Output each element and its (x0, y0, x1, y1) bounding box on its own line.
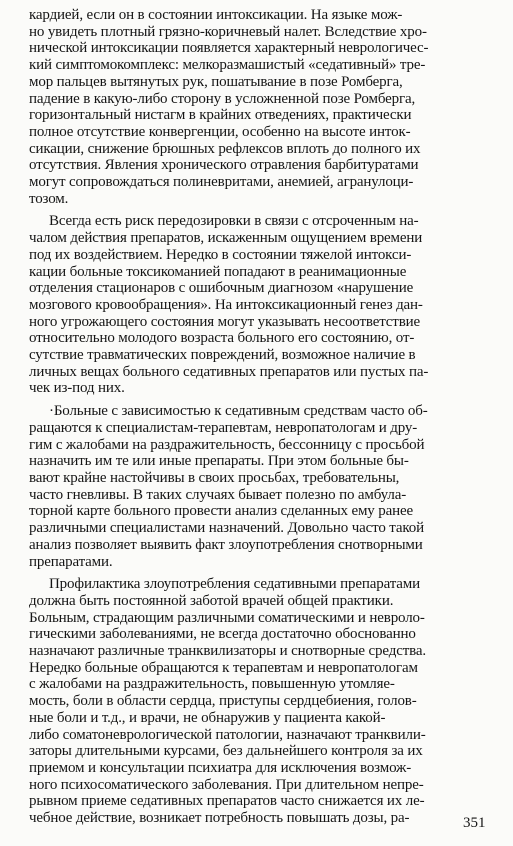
text-line: торной карте больного провести анализ сделанных ему ранее (29, 503, 413, 520)
text-line: кации больные токсикоманией попадают в реанимационные (29, 263, 407, 280)
text-line: личных вещах больного седативных препаратов или пустых па- (29, 363, 429, 380)
text-line: назначить им те или иные препараты. При этом больные бы- (29, 453, 409, 470)
text-line: заторы длительными курсами, без дальнейшего контроля за их (29, 743, 423, 760)
text-line: относительно молодого возраста больного его состоянию, от- (29, 330, 415, 347)
text-line: приемом и консультации психиатра для исключения возмож- (29, 759, 412, 776)
paragraph-2 (29, 213, 488, 397)
text-line: Нередко больные обращаются к терапевтам и невропатологам (29, 659, 418, 676)
text-line: могут сопровождаться полиневритами, анемией, агранулоци- (29, 174, 414, 191)
text-line: чалом действия препаратов, искаженным ощущением времени (29, 230, 423, 247)
paragraph-1 (29, 7, 488, 207)
text-line: нической интоксикации появляется характерный неврологичес- (29, 40, 429, 57)
text-line: ные боли и т.д., и врачи, не обнаружив у пациента какой- (29, 709, 386, 726)
text-line: должна быть постоянной заботой врачей общей практики. (29, 592, 394, 609)
text-line: полное отсутствие конвергенции, особенно на высоте инток- (29, 123, 411, 140)
text-line: мозгового кровообращения». На интоксикационный генез дан- (29, 296, 423, 313)
text-line: сикации, снижение брюшных рефлексов вплоть до полного их (29, 140, 421, 157)
text-line: часто гневливы. В таких случаях бывает полезно по амбула- (29, 486, 407, 503)
text-line: ращаются к специалистам-терапевтам, невропатологам и дру- (29, 419, 418, 436)
text-line: сутствие травматических повреждений, возможное наличие в (29, 347, 416, 364)
text-line: но увидеть плотный грязно-коричневый налет. Вследствие хро- (29, 23, 427, 40)
text-line: анализ позволяет выявить факт злоупотребления снотворными (29, 536, 423, 553)
text-line: горизонтальный нистагм в крайних отведениях, практически (29, 107, 412, 124)
text-line: Профилактика злоупотребления седативными препаратами (49, 576, 421, 593)
text-line: отделения стационаров с ошибочным диагнозом «нарушение (29, 280, 414, 297)
text-line: ного угрожающего состояния могут указывать несоответствие (29, 313, 421, 330)
text-line: назначают различные транквилизаторы и снотворные средства. (29, 643, 426, 660)
text-line: кий симптомокомплекс: мелкоразмашистый «седативный» тре- (29, 57, 426, 74)
text-line: чебное действие, возникает потребность повышать дозы, ра- (29, 810, 410, 827)
page-number: 351 (463, 815, 486, 831)
text-line: гим с жалобами на раздражительность, бессонницу с просьбой (29, 436, 425, 453)
paragraph-4 (29, 576, 488, 827)
text-line: падение в какую-либо сторону в усложненной позе Ромберга, (29, 90, 416, 107)
text-line: вают крайне настойчивы в своих просьбах, требовательны, (29, 469, 400, 486)
text-line: ного психосоматического заболевания. При длительном непре- (29, 776, 424, 793)
text-line: отсутствия. Явления хронического отравления барбитуратами (29, 157, 419, 174)
text-line: под их воздействием. Нередко в состоянии тяжелой интокси- (29, 246, 412, 263)
text-line: Всегда есть риск передозировки в связи с отсроченным на- (49, 213, 419, 230)
text-line: различными специалистами назначений. Довольно часто такой (29, 520, 425, 537)
text-line: тозом. (29, 190, 69, 207)
text-line: либо соматоневрологической патологии, назначают транквили- (29, 726, 426, 743)
text-line: мость, боли в области сердца, приступы сердцебиения, голов- (29, 693, 417, 710)
text-line: препаратами. (29, 553, 113, 570)
text-line: мор пальцев вытянутых рук, пошатывание в позе Ромберга, (29, 73, 403, 90)
text-line: гическими заболеваниями, не всегда достаточно обоснованно (29, 626, 416, 643)
body-text (29, 7, 488, 827)
paragraph-3 (29, 403, 488, 570)
text-line: Больным, страдающим различными соматическими и невроло- (29, 609, 425, 626)
text-line: кардией, если он в состоянии интоксикации. На языке мож- (29, 7, 403, 23)
text-line: рывном приеме седативных препаратов часто снижается их ле- (29, 793, 425, 810)
text-line: чек из-под них. (29, 380, 125, 397)
text-line: с жалобами на раздражительность, повышенную утомляе- (29, 676, 395, 693)
text-line: ·Больные с зависимостью к седативным средствам часто об- (49, 403, 428, 420)
